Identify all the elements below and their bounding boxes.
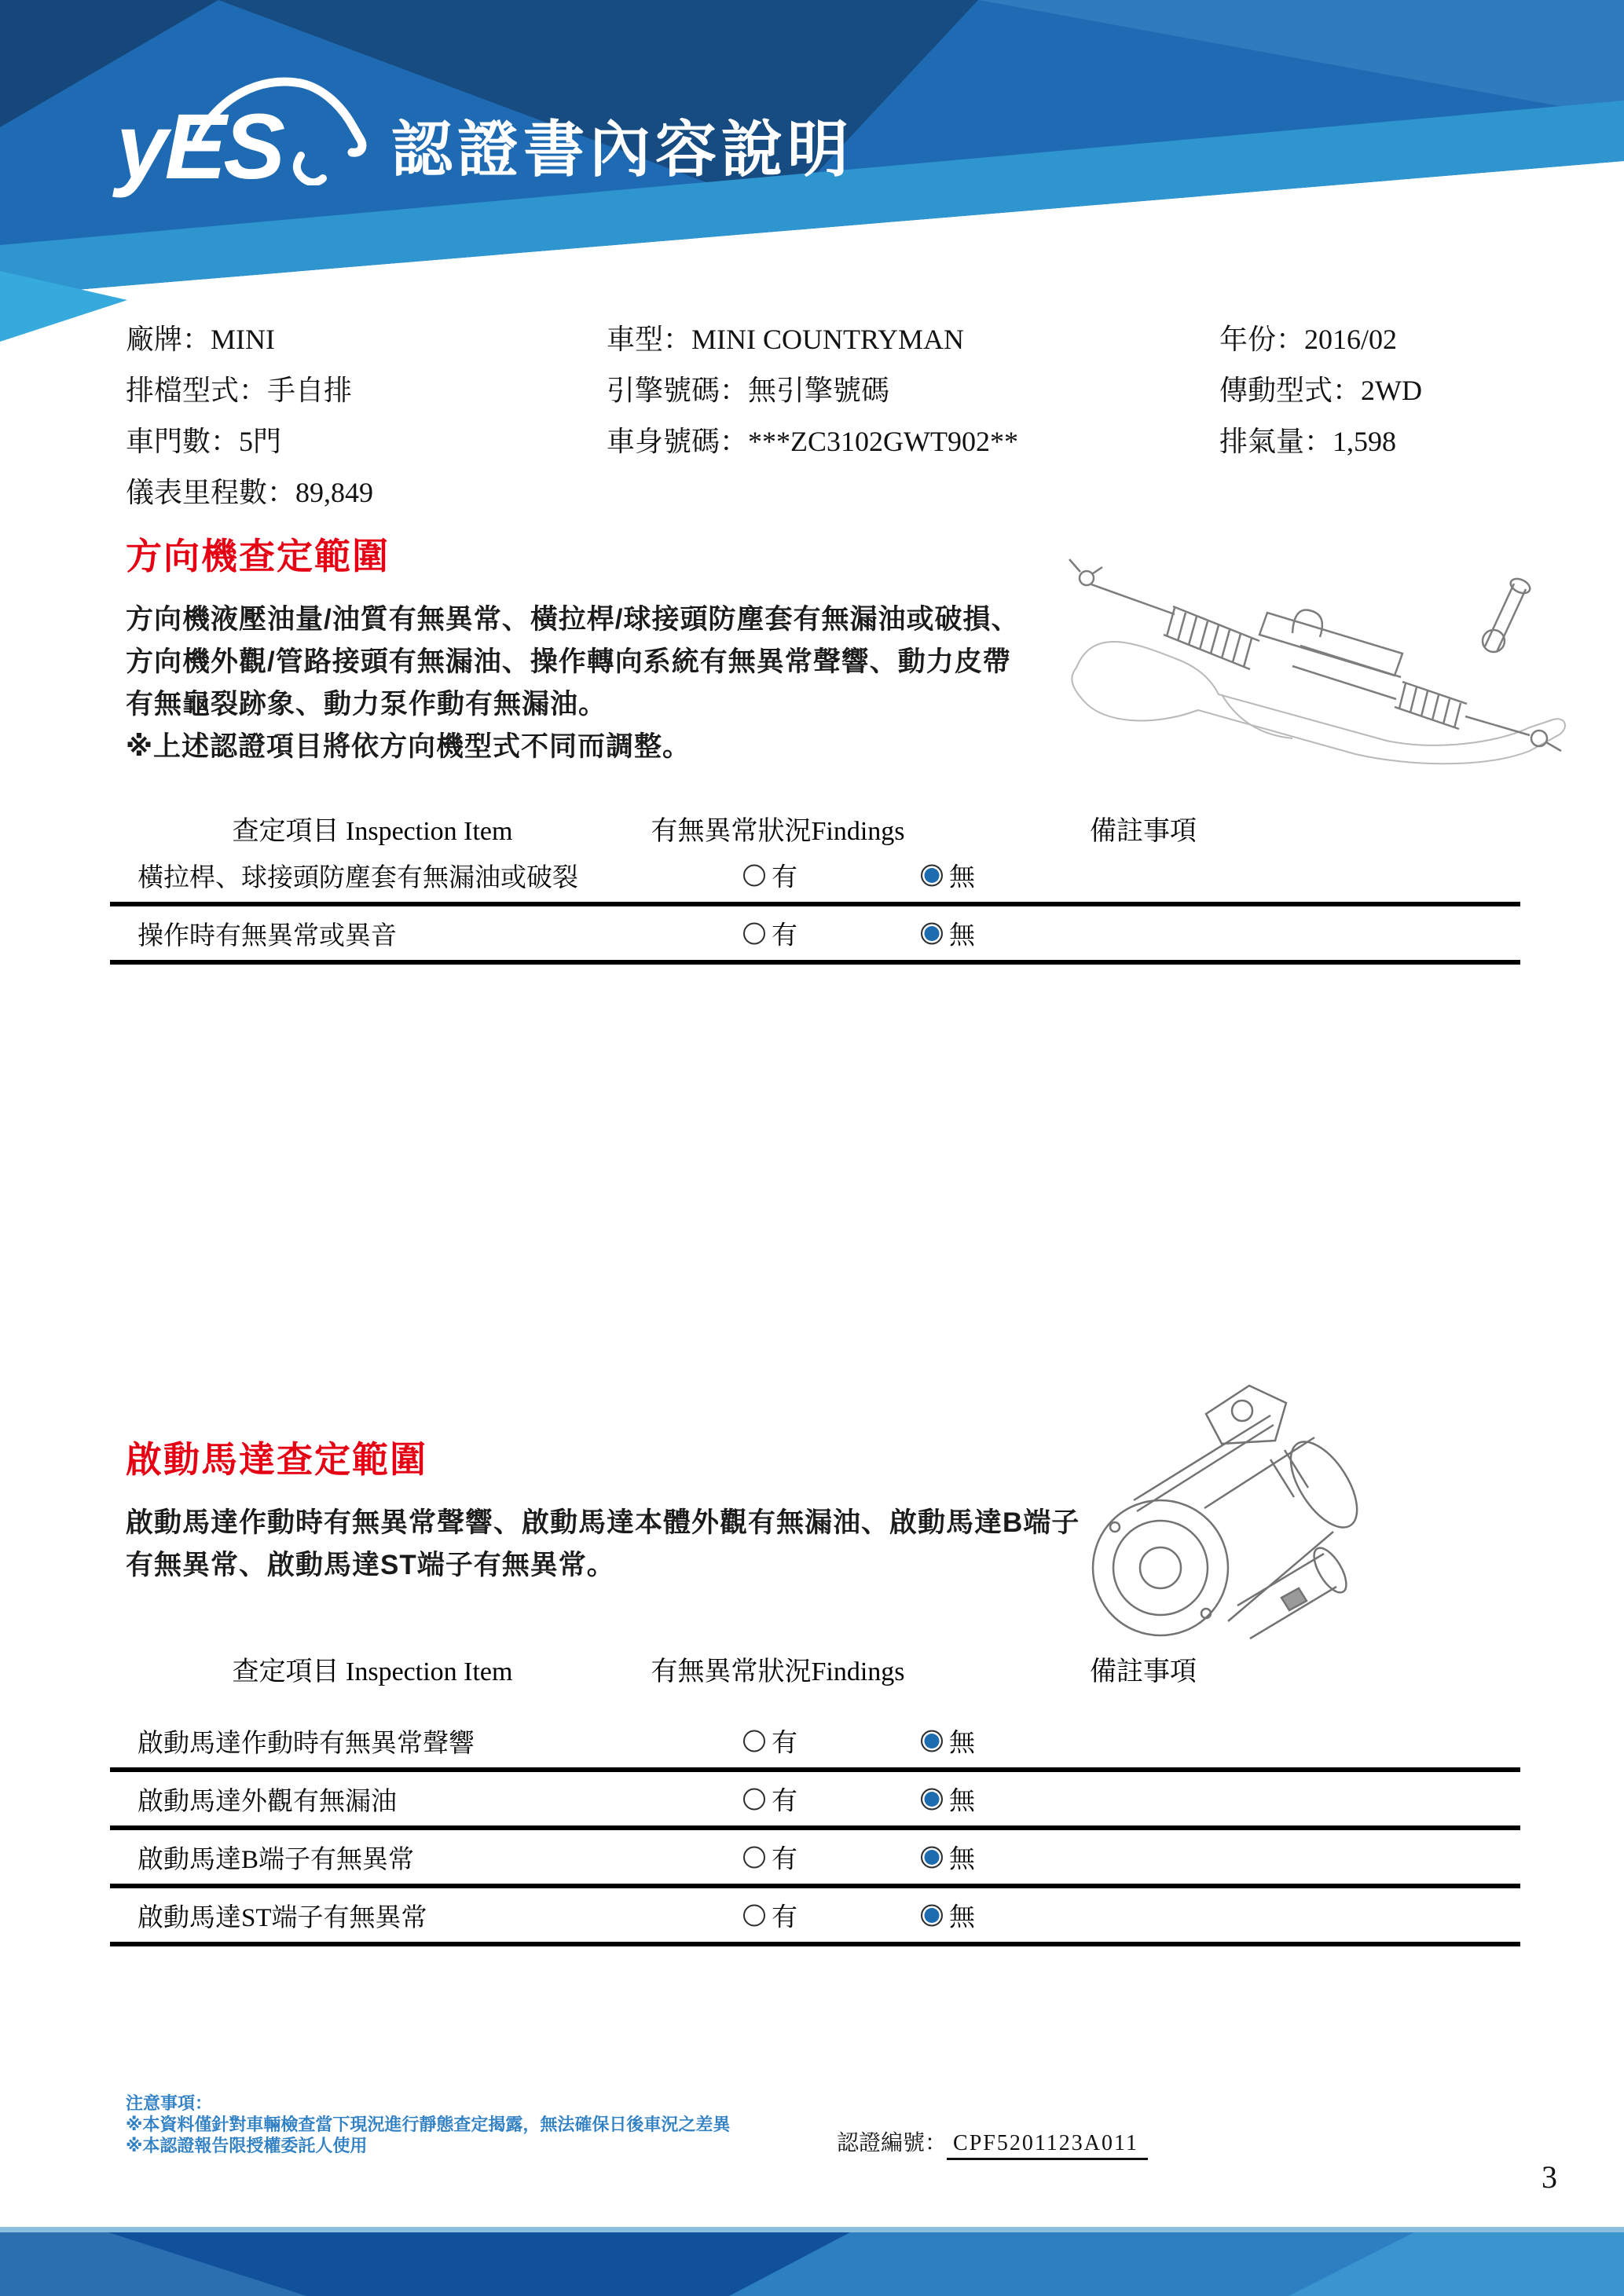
yes-logo: yES bbox=[116, 95, 283, 199]
inspection-item-label: 啟動馬達作動時有無異常聲響 bbox=[137, 1729, 475, 1758]
section-title: 啟動馬達查定範圍 bbox=[126, 1439, 427, 1480]
caution-title: 注意事項： bbox=[126, 2093, 213, 2113]
inspection-row bbox=[110, 1714, 1520, 1772]
vehicle-transmission-style: 排檔型式：手自排 bbox=[126, 375, 353, 406]
car-outline-icon bbox=[192, 68, 369, 185]
section-description bbox=[126, 599, 1147, 768]
finding-option-no[interactable] bbox=[921, 1723, 975, 1760]
inspection-row bbox=[110, 1830, 1520, 1888]
section-description-line: ※上述認證項目將依方向機型式不同而調整。 bbox=[126, 731, 691, 762]
inspection-row bbox=[110, 1772, 1520, 1830]
finding-option-label: 有 bbox=[772, 1729, 797, 1758]
inspection-item-label: 操作時有無異常或異音 bbox=[137, 921, 397, 950]
radio-selected-icon[interactable] bbox=[921, 1730, 943, 1752]
vehicle-engine-number: 引擎號碼：無引擎號碼 bbox=[607, 375, 890, 406]
table-header-item: 查定項目 Inspection Item bbox=[232, 1657, 513, 1686]
section-description-line: 有無龜裂跡象、動力泵作動有無漏油。 bbox=[126, 689, 607, 720]
inspection-item-label: 啟動馬達外觀有無漏油 bbox=[137, 1787, 397, 1816]
finding-option-no[interactable] bbox=[921, 915, 975, 952]
section-description bbox=[126, 1502, 1147, 1587]
inspection-item-label: 啟動馬達ST端子有無異常 bbox=[137, 1903, 427, 1932]
section-description-line: 方向機外觀/管路接頭有無漏油、操作轉向系統有無異常聲響、動力皮帶 bbox=[126, 646, 1011, 677]
vehicle-year: 年份：2016/02 bbox=[1219, 324, 1398, 355]
finding-option-no[interactable] bbox=[921, 857, 975, 894]
inspection-table-starter bbox=[110, 1640, 1520, 1935]
certificate-number-label: 認證編號： bbox=[837, 2131, 948, 2155]
section-title: 方向機查定範圍 bbox=[126, 536, 390, 577]
table-rows bbox=[110, 848, 1520, 965]
caution-note-2: ※本認證報告限授權委託人使用 bbox=[126, 2136, 368, 2155]
table-header-findings: 有無異常狀況Findings bbox=[651, 1657, 905, 1686]
finding-option-label: 無 bbox=[949, 863, 975, 892]
finding-option-no[interactable] bbox=[921, 1781, 975, 1818]
radio-unselected-icon[interactable] bbox=[743, 864, 765, 886]
page-number: 3 bbox=[1542, 2159, 1557, 2195]
section-steering bbox=[126, 536, 1147, 768]
radio-selected-icon[interactable] bbox=[921, 922, 943, 944]
finding-option-no[interactable] bbox=[921, 1897, 975, 1934]
section-description-line: 方向機液壓油量/油質有無異常、橫拉桿/球接頭防塵套有無漏油或破損、 bbox=[126, 604, 1020, 635]
finding-option-yes[interactable] bbox=[743, 1723, 797, 1760]
vehicle-brand: 廠牌：MINI bbox=[126, 324, 275, 355]
finding-option-label: 無 bbox=[949, 1787, 975, 1816]
radio-unselected-icon[interactable] bbox=[743, 922, 765, 944]
radio-selected-icon[interactable] bbox=[921, 1904, 943, 1926]
table-rows bbox=[110, 1714, 1520, 1946]
table-header-findings: 有無異常狀況Findings bbox=[651, 817, 905, 846]
steering-rack-illustration bbox=[1057, 540, 1575, 768]
finding-option-yes[interactable] bbox=[743, 915, 797, 952]
radio-unselected-icon[interactable] bbox=[743, 1788, 765, 1810]
finding-option-yes[interactable] bbox=[743, 1839, 797, 1876]
table-header-item: 查定項目 Inspection Item bbox=[232, 817, 513, 846]
finding-option-label: 有 bbox=[772, 1903, 797, 1932]
vehicle-info-column-2 bbox=[607, 314, 1018, 467]
inspection-row bbox=[110, 848, 1520, 906]
finding-option-yes[interactable] bbox=[743, 1781, 797, 1818]
finding-option-label: 有 bbox=[772, 921, 797, 950]
finding-option-no[interactable] bbox=[921, 1839, 975, 1876]
finding-option-yes[interactable] bbox=[743, 1897, 797, 1934]
vehicle-drivetrain: 傳動型式：2WD bbox=[1219, 375, 1422, 406]
finding-option-yes[interactable] bbox=[743, 857, 797, 894]
starter-motor-illustration bbox=[1088, 1365, 1367, 1652]
inspection-item-label: 啟動馬達B端子有無異常 bbox=[137, 1845, 415, 1874]
section-starter-motor bbox=[126, 1439, 1147, 1587]
finding-option-label: 無 bbox=[949, 1903, 975, 1932]
vehicle-info-column-1 bbox=[126, 314, 373, 518]
radio-unselected-icon[interactable] bbox=[743, 1846, 765, 1868]
vehicle-displacement: 排氣量：1,598 bbox=[1219, 426, 1397, 457]
finding-option-label: 無 bbox=[949, 921, 975, 950]
finding-option-label: 有 bbox=[772, 863, 797, 892]
radio-selected-icon[interactable] bbox=[921, 864, 943, 886]
inspection-item-label: 橫拉桿、球接頭防塵套有無漏油或破裂 bbox=[137, 863, 578, 892]
section-description-line: 啟動馬達作動時有無異常聲響、啟動馬達本體外觀有無漏油、啟動馬達B端子 bbox=[126, 1507, 1080, 1538]
page-title: 認證書內容說明 bbox=[391, 115, 854, 184]
inspection-table-steering bbox=[110, 800, 1520, 969]
radio-selected-icon[interactable] bbox=[921, 1846, 943, 1868]
finding-option-label: 有 bbox=[772, 1845, 797, 1874]
radio-unselected-icon[interactable] bbox=[743, 1904, 765, 1926]
inspection-row bbox=[110, 1888, 1520, 1946]
radio-unselected-icon[interactable] bbox=[743, 1730, 765, 1752]
certificate-number-value: CPF5201123A011 bbox=[947, 2131, 1148, 2160]
table-header-notes: 備註事項 bbox=[1090, 817, 1197, 846]
footer-banner bbox=[0, 2227, 1624, 2296]
vehicle-odometer: 儀表里程數：89,849 bbox=[126, 477, 374, 508]
inspection-row bbox=[110, 906, 1520, 965]
vehicle-vin: 車身號碼：***ZC3102GWT902** bbox=[607, 426, 1018, 457]
finding-option-label: 無 bbox=[949, 1845, 975, 1874]
section-description-line: 有無異常、啟動馬達ST端子有無異常。 bbox=[126, 1550, 615, 1580]
radio-selected-icon[interactable] bbox=[921, 1788, 943, 1810]
caution-note-1: ※本資料僅針對車輛檢查當下現況進行靜態查定揭露，無法確保日後車況之差異 bbox=[126, 2115, 731, 2134]
finding-option-label: 無 bbox=[949, 1729, 975, 1758]
vehicle-model: 車型：MINI COUNTRYMAN bbox=[607, 324, 965, 355]
table-header-notes: 備註事項 bbox=[1090, 1657, 1197, 1686]
certificate-number-line bbox=[837, 2126, 1148, 2157]
vehicle-door-count: 車門數：5門 bbox=[126, 426, 282, 457]
vehicle-info-column-3 bbox=[1219, 314, 1422, 467]
finding-option-label: 有 bbox=[772, 1787, 797, 1816]
caution-notes bbox=[126, 2093, 730, 2156]
